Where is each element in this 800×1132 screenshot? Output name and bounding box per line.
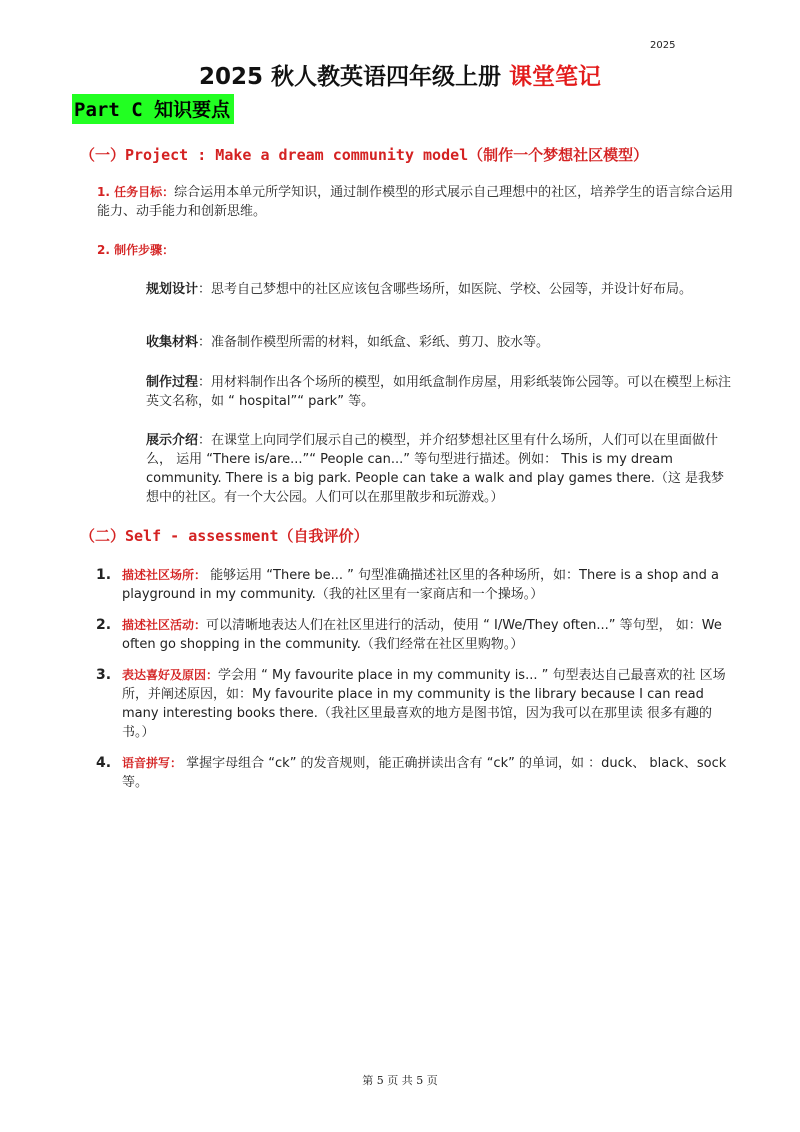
document-title xyxy=(0,58,800,91)
step-planning xyxy=(146,280,734,299)
item-text: 能够运用 “There be... ” 句型准确描述社区里的各种场所，如：There is a shop and a playground in my community.（我的社区里有一家商店和一个操场。） xyxy=(122,568,719,602)
year-tag: 2025 xyxy=(650,40,676,51)
page-footer: 第 5 页 共 5 页 xyxy=(362,1074,438,1087)
step-label: 收集材料 xyxy=(146,335,199,350)
steps-label: 2. 制作步骤： xyxy=(97,243,175,257)
steps-label-paragraph xyxy=(97,241,174,260)
list-number: 1. xyxy=(96,567,112,583)
list-item-body xyxy=(122,566,734,604)
list-item-body xyxy=(122,754,734,792)
step-process xyxy=(146,373,734,411)
item-text: 掌握字母组合 “ck” 的发音规则，能正确拼读出含有 “ck” 的单词，如 ：duck、 black、sock 等。 xyxy=(122,756,727,790)
step-text: ：用材料制作出各个场所的模型，如用纸盒制作房屋，用彩纸装饰公园等。可以在模型上标注英文名称，如 “ hospital”“ park” 等。 xyxy=(146,375,732,409)
section1-heading: （一）Project : Make a dream community model（制作一个梦想社区模型） xyxy=(80,146,649,164)
list-item-body xyxy=(122,666,734,742)
item-text: 可以清晰地表达人们在社区里进行的活动，使用 “ I/We/They often...” 等句型， 如：We often go shopping in the community.（我们经常在社区里购物。） xyxy=(122,618,722,652)
title-main: 2025 秋人教英语四年级上册 xyxy=(198,64,501,90)
list-item-body xyxy=(122,616,734,654)
step-label: 展示介绍 xyxy=(146,433,199,448)
list-number: 3. xyxy=(96,667,112,683)
step-label: 制作过程 xyxy=(146,375,199,390)
task-goal-text: 综合运用本单元所学知识，通过制作模型的形式展示自己理想中的社区，培养学生的语言综合运用能力、动手能力和创新思维。 xyxy=(97,185,734,219)
item-text: 学会用 “ My favourite place in my community is... ” 句型表达自己最喜欢的社 区场所，并阐述原因，如：My favourite place in my community is the library because I can read many interesting books there.（我社区里最喜欢的地方是图书馆，因为我可以在那里读 很多有趣的书。） xyxy=(122,668,726,740)
step-text: ：在课堂上向同学们展示自己的模型，并介绍梦想社区里有什么场所，人们可以在里面做什么， 运用 “There is/are...”“ People can...” 等句型进行描述。例如： This is my dream community. There is a big park. People can take a walk and play games there.（这 是我梦想中的社区。有一个大公园。人们可以在那里散步和玩游戏。） xyxy=(146,433,725,505)
item-label: 表达喜好及原因： xyxy=(122,668,219,682)
task-goal-label: 1. 任务目标： xyxy=(97,185,175,199)
step-materials xyxy=(146,333,734,352)
item-label: 描述社区活动： xyxy=(122,618,207,632)
step-label: 规划设计 xyxy=(146,282,199,297)
item-label: 语音拼写： xyxy=(122,756,183,770)
title-red: 课堂笔记 xyxy=(509,64,602,90)
part-heading: Part C 知识要点 xyxy=(72,94,234,124)
step-presentation xyxy=(146,431,734,507)
list-number: 4. xyxy=(96,755,112,771)
list-number: 2. xyxy=(96,617,112,633)
section2-heading: （二）Self - assessment（自我评价） xyxy=(80,527,369,545)
item-label: 描述社区场所： xyxy=(122,568,207,582)
step-text: ：准备制作模型所需的材料，如纸盒、彩纸、剪刀、胶水等。 xyxy=(198,335,550,350)
task-goal-paragraph xyxy=(97,183,737,221)
step-text: ：思考自己梦想中的社区应该包含哪些场所，如医院、学校、公园等，并设计好布局。 xyxy=(198,282,693,297)
